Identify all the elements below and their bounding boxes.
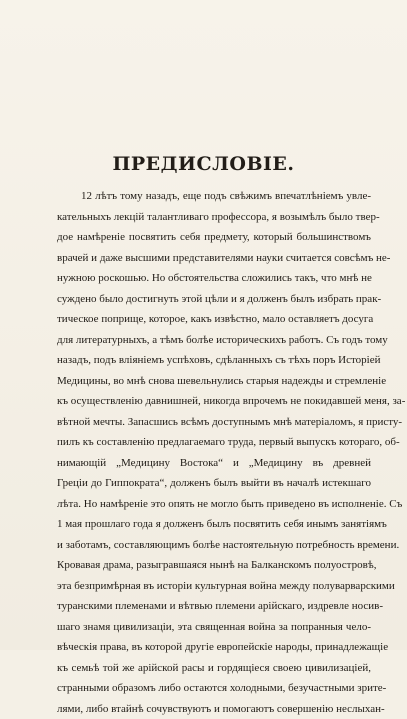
text-line: Медицины, во мнѣ снова шевельнулись старыя надежды и стремленіе xyxy=(57,371,371,392)
body-paragraph xyxy=(57,186,371,636)
text-line: 12 лѣтъ тому назадъ, еще подъ свѣжимъ впечатлѣніемъ увле- xyxy=(57,186,371,207)
text-line: кательныхъ лекцій талантливаго профессора, я возымѣлъ было твер- xyxy=(57,207,371,228)
text-line: 1 мая прошлаго года я долженъ былъ посвятить себя инымъ занятіямъ xyxy=(57,514,371,535)
text-line: пилъ къ составленію предлагаемаго труда, первый выпускъ котораго, об- xyxy=(57,432,371,453)
text-line: странными образомъ либо остаются холодными, безучастными зрите- xyxy=(57,678,371,699)
text-line: къ осуществленію давнишней, никогда впрочемъ не покидавшей меня, за- xyxy=(57,391,371,412)
text-line: шаго знамя цивилизаціи, эта священная война за попранныя чело- xyxy=(57,617,371,638)
page-title: ПРЕДИСЛОВІЕ. xyxy=(0,153,407,175)
text-line: для литературныхъ, а тѣмъ болѣе историческихъ работъ. Съ годъ тому xyxy=(57,330,371,351)
text-line: врачей и даже высшими представителями науки считается совсѣмъ не- xyxy=(57,248,371,269)
text-line: дое намѣреніе посвятить себя предмету, который большинствомъ xyxy=(57,227,371,248)
text-line: лями, либо втайнѣ сочувствуютъ и помогаютъ совершенію неслыхан- xyxy=(57,699,371,719)
text-line: къ семьѣ той же арійской расы и гордящіеся своею цивилизаціей, xyxy=(57,658,371,679)
text-line: нужною роскошью. Но обстоятельства сложились такъ, что мнѣ не xyxy=(57,268,371,289)
text-line: назадъ, подъ вліяніемъ успѣховъ, сдѣланныхъ съ тѣхъ поръ Исторіей xyxy=(57,350,371,371)
text-line: вѣтной мечты. Запасшись всѣмъ доступнымъ мнѣ матеріаломъ, я присту- xyxy=(57,412,371,433)
text-line: эта безпримѣрная въ исторіи культурная война между полуварварскими xyxy=(57,576,371,597)
text-line: нимающій „Медицину Востока“ и „Медицину въ древней xyxy=(57,453,371,474)
text-line: Кровавая драма, разыгравшаяся нынѣ на Балканскомъ полуостровѣ, xyxy=(57,555,371,576)
text-line: суждено было достигнуть этой цѣли и я долженъ былъ избрать прак- xyxy=(57,289,371,310)
text-line: туранскими племенами и вѣтвью племени арійскаго, издревле носив- xyxy=(57,596,371,617)
text-line: тическое поприще, которое, какъ извѣстно, мало оставляетъ досуга xyxy=(57,309,371,330)
text-line: и заботамъ, составляющимъ болѣе настоятельную потребность времени. xyxy=(57,535,371,556)
text-line: лѣта. Но намѣреніе это опять не могло быть приведено въ исполненіе. Съ xyxy=(57,494,371,515)
text-line: вѣческія права, въ которой другіе европейскіе народы, принадлежащіе xyxy=(57,637,371,658)
text-line: Греціи до Гиппократа“, долженъ былъ выйти въ началѣ истекшаго xyxy=(57,473,371,494)
